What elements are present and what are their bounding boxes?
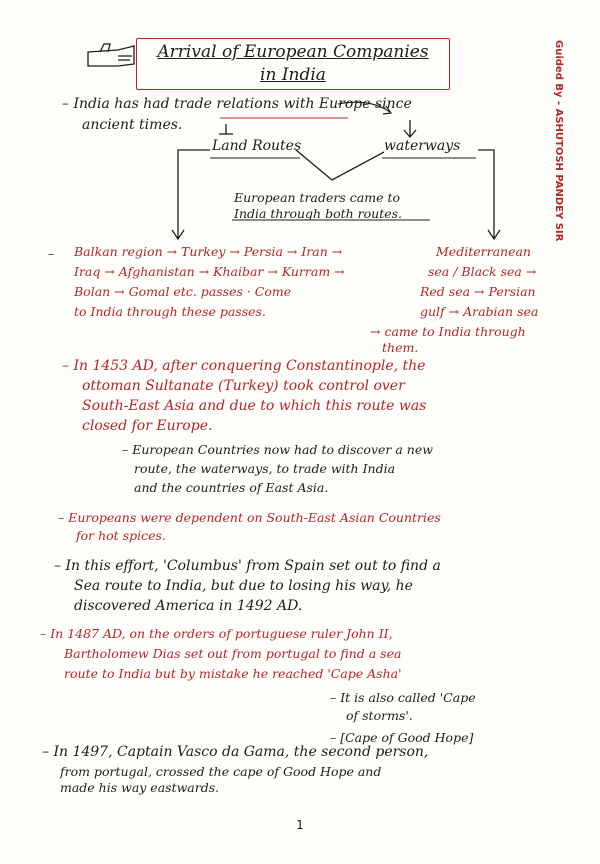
para1-sub-line-2: route, the waterways, to trade with India: [134, 461, 396, 476]
land-routes-label: Land Routes: [212, 138, 302, 154]
water-line-1: Mediterranean: [436, 244, 531, 259]
land-line-4: to India through these passes.: [74, 304, 266, 319]
para4-line-1: – In 1487 AD, on the orders of portuguese ruler John II,: [40, 626, 393, 641]
para1-line-2: ottoman Sultanate (Turkey) took control over: [82, 378, 405, 394]
para4-sub-line-2: of storms'.: [346, 708, 413, 723]
water-line-3: Red sea → Persian: [420, 284, 536, 299]
para2-line-2: for hot spices.: [76, 528, 166, 543]
routes-center-line-1: European traders came to: [234, 190, 400, 205]
land-line-2: Iraq → Afghanistan → Khaibar → Kurram →: [74, 264, 345, 279]
land-line-1: Balkan region → Turkey → Persia → Iran →: [74, 244, 343, 259]
para1-sub-line-1: – European Countries now had to discover a new: [122, 442, 433, 457]
para5-line-3: made his way eastwards.: [60, 780, 220, 795]
para4-sub-line-1: – It is also called 'Cape: [330, 690, 476, 705]
land-line-3: Bolan → Gomal etc. passes · Come: [74, 284, 292, 299]
para2-line-1: – Europeans were dependent on South-East Asian Countries: [58, 510, 441, 525]
para4-line-3: route to India but by mistake he reached 'Cape Asha': [64, 666, 402, 681]
para1-line-3: South-East Asia and due to which this route was: [82, 398, 427, 414]
routes-center-line-2: India through both routes.: [234, 206, 402, 221]
para4-line-2: Bartholomew Dias set out from portugal to find a sea: [64, 646, 402, 661]
side-note: Guided By - ASHUTOSH PANDEY SIR: [553, 40, 564, 242]
title-box: [136, 38, 450, 90]
para1-line-4: closed for Europe.: [82, 418, 213, 434]
para3-line-2: Sea route to India, but due to losing his way, he: [74, 578, 413, 594]
para3-line-1: – In this effort, 'Columbus' from Spain set out to find a: [54, 558, 441, 574]
water-line-2: sea / Black sea →: [428, 264, 537, 279]
intro-line-1: – India has had trade relations with Europe since: [62, 96, 412, 112]
water-line-4: gulf → Arabian sea: [420, 304, 539, 319]
title-line-1: Arrival of European Companies: [157, 42, 429, 62]
water-line-5: → came to India through: [370, 324, 526, 339]
para3-line-3: discovered America in 1492 AD.: [74, 598, 303, 614]
land-dash: –: [48, 246, 55, 261]
para4-sub-line-3: – [Cape of Good Hope]: [330, 730, 474, 745]
pointing-hand-icon: [88, 44, 134, 66]
page-number: 1: [296, 818, 304, 832]
water-line-6: them.: [382, 340, 419, 355]
title-line-2: in India: [260, 65, 326, 85]
waterways-label: waterways: [384, 138, 461, 154]
intro-line-2: ancient times.: [82, 117, 183, 133]
para5-line-1: – In 1497, Captain Vasco da Gama, the second person,: [42, 744, 429, 760]
para1-line-1: – In 1453 AD, after conquering Constantinople, the: [62, 358, 426, 374]
para1-sub-line-3: and the countries of East Asia.: [134, 480, 329, 495]
para5-line-2: from portugal, crossed the cape of Good Hope and: [60, 764, 382, 779]
